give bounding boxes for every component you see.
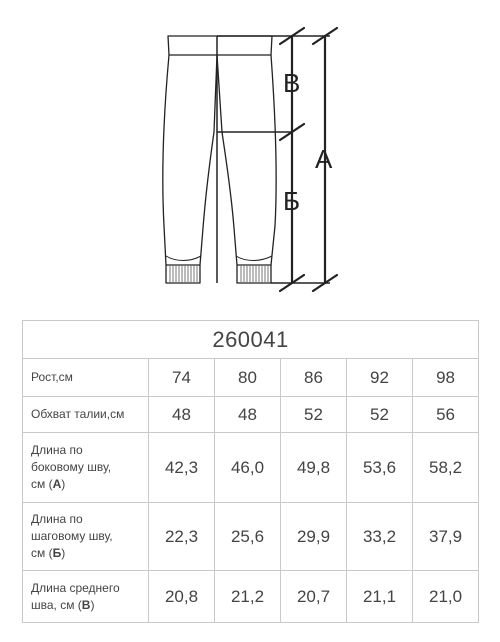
label-line: шаговому шву, [31,529,113,543]
table-cell: 20,7 [281,571,347,623]
row-label [23,433,149,503]
table-cell: 46,0 [215,433,281,503]
label-line: ) [61,477,66,491]
row-label: Рост,см [23,359,149,397]
table-cell: 42,3 [149,433,215,503]
size-table [22,320,479,623]
waistband [168,36,272,55]
table-cell: 86 [281,359,347,397]
table-cell: 98 [413,359,479,397]
table-row-inseam [23,503,479,571]
row-label: Обхват талии,см [23,397,149,433]
cuff-ribbing [170,266,268,282]
measure-code: В [81,597,91,612]
table-cell: 53,6 [347,433,413,503]
label-line: Длина по [31,443,83,457]
table-cell: 48 [149,397,215,433]
right-cuff [237,265,271,283]
label-line: ) [90,597,95,612]
table-cell: 20,8 [149,571,215,623]
table-cell: 22,3 [149,503,215,571]
table-cell: 21,2 [215,571,281,623]
table-row-height [23,359,479,397]
table-cell: 48 [215,397,281,433]
label-line: Длина по [31,512,83,526]
table-cell: 74 [149,359,215,397]
label-line: шва, см ( [31,597,82,612]
table-cell: 37,9 [413,503,479,571]
table-cell: 21,1 [347,571,413,623]
table-cell: 52 [281,397,347,433]
measure-code: А [52,477,62,491]
table-cell: 80 [215,359,281,397]
table-cell: 25,6 [215,503,281,571]
table-row-rise [23,571,479,623]
measure-code: Б [52,546,62,560]
table-cell: 33,2 [347,503,413,571]
label-line: Длина среднего [31,580,120,595]
label-v: В [283,68,301,98]
table-cell: 52 [347,397,413,433]
table-title: 260041 [23,321,479,359]
label-line: боковому шву, [31,460,112,474]
label-line: см ( [31,477,53,491]
table-cell: 49,8 [281,433,347,503]
label-line: ) [61,546,66,560]
row-label [23,571,149,623]
label-a: А [315,144,333,174]
table-cell: 92 [347,359,413,397]
row-label [23,503,149,571]
table-cell: 58,2 [413,433,479,503]
left-leg [163,55,217,265]
pants-drawing [0,0,500,300]
table-cell: 29,9 [281,503,347,571]
label-line: см ( [31,546,53,560]
table-cell: 56 [413,397,479,433]
table-cell: 21,0 [413,571,479,623]
right-leg [217,55,276,265]
pants-measurement-diagram [0,0,500,300]
table-row-waist [23,397,479,433]
table-row-side-seam [23,433,479,503]
left-cuff [166,265,200,283]
label-b: Б [283,186,301,216]
